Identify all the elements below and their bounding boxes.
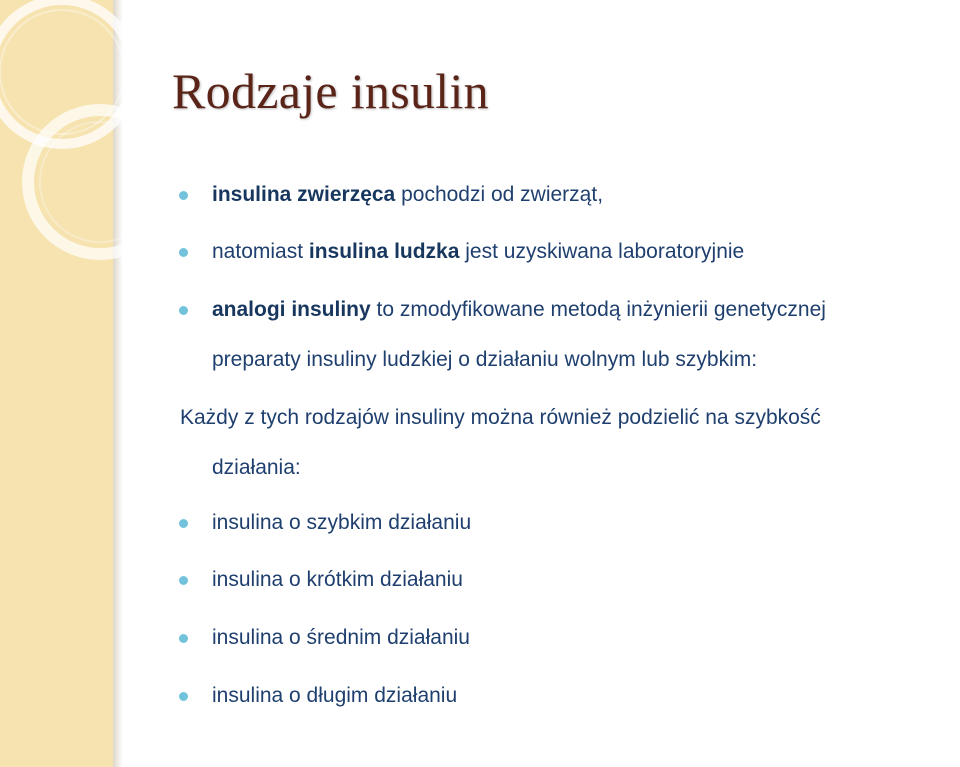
paragraph-line [180, 405, 821, 431]
bullet-icon [179, 519, 188, 528]
paragraph-line [212, 455, 301, 481]
item-prefix: natomiast [212, 240, 309, 263]
item-prefix: Każdy z tych rodzajów insuliny [180, 406, 471, 429]
bold-term: insulina zwierzęca [212, 183, 396, 206]
item-text: insulina o szybkim działaniu [212, 511, 472, 534]
bold-term: analogi insuliny [212, 298, 371, 321]
item-text: jest uzyskiwana laboratoryjnie [459, 240, 745, 263]
list-item [212, 567, 463, 593]
item-text: insulina o długim działaniu [212, 684, 458, 707]
list-item [212, 182, 603, 208]
bullet-icon [179, 306, 188, 315]
item-text: podzielić na szybkość [611, 406, 821, 429]
bullet-icon [179, 692, 188, 701]
decorative-rings [0, 0, 200, 260]
item-text: insulina o krótkim działaniu [212, 568, 463, 591]
list-item [212, 239, 744, 265]
list-item [212, 297, 826, 323]
slide-title: Rodzaje insulin [172, 63, 489, 119]
emphasis-term: można również [470, 406, 612, 429]
item-text: insulina o średnim działaniu [212, 626, 470, 649]
item-text: działania: [212, 456, 301, 479]
bullet-icon [179, 248, 188, 257]
list-item [212, 510, 471, 536]
item-text: pochodzi od zwierząt, [395, 183, 604, 206]
bullet-icon [179, 634, 188, 643]
bullet-icon [179, 576, 188, 585]
list-item [212, 347, 757, 373]
list-item [212, 625, 470, 651]
list-item [212, 683, 457, 709]
item-text: preparaty insuliny ludzkiej o działaniu wolnym lub szybkim: [212, 348, 758, 371]
bullet-icon [179, 191, 188, 200]
item-text: to zmodyfikowane metodą inżynierii genetycznej [370, 298, 826, 321]
bold-term: insulina ludzka [308, 240, 460, 263]
